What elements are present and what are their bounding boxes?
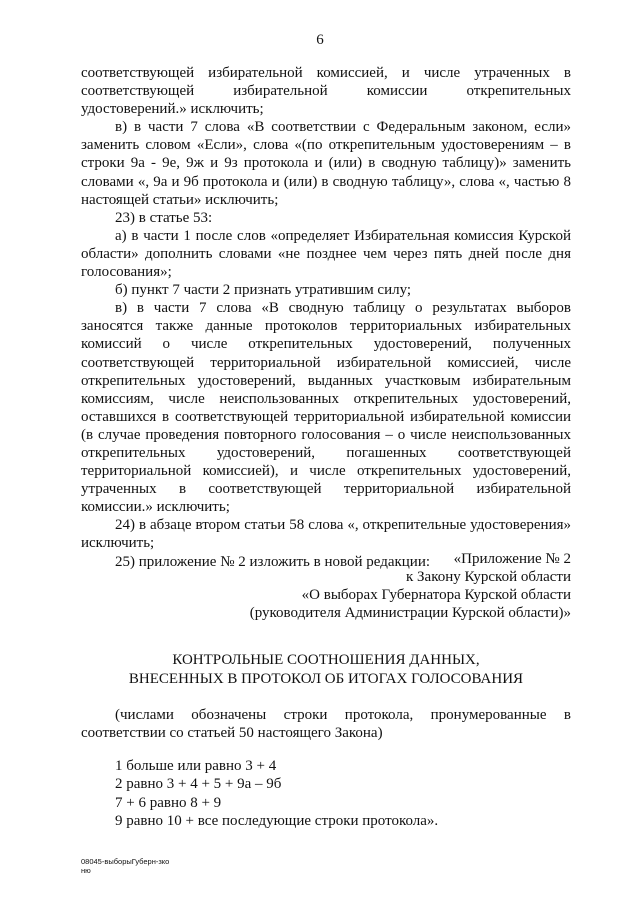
body-text xyxy=(81,64,571,571)
paragraph-item-v-part7: в) в части 7 слова «В соответствии с Федеральным законом, если» заменить словом «Если», слова «(по открепительным удостоверениям – в строки 9а - 9е, 9ж и 9з протокола и (или) в сводную таблицу)» заменить словами «, 9а и 9б протокола и (или) в сводную таблицу», слова «, частью 8 настоящей статьи» исключить; xyxy=(81,119,571,208)
section-heading xyxy=(81,651,571,688)
appendix-line: к Закону Курской области xyxy=(406,569,571,586)
appendix-line: «Приложение № 2 xyxy=(453,551,571,567)
paragraph-continuation: соответствующей избирательной комиссией, и числе утраченных в соответствующей избирательной комиссии открепительных удостоверений.» исключить; xyxy=(81,65,571,118)
formula-line: 9 равно 10 + все последующие строки протокола». xyxy=(115,812,439,829)
footer-line: ню xyxy=(81,866,91,875)
footer-line: 08045-выборыГуберн-зко xyxy=(81,857,170,866)
page-number: 6 xyxy=(316,32,324,48)
formula-line: 7 + 6 равно 8 + 9 xyxy=(115,794,222,811)
paragraph-item-a: а) в части 1 после слов «определяет Избирательная комиссия Курской области» дополнить словами «не позднее чем через пять дней после дня голосования»; xyxy=(81,227,571,281)
paragraph-item-v-summary-table: в) в части 7 слова «В сводную таблицу о результатах выборов заносятся также данные протоколов территориальных избирательных комиссий о числе открепительных удостоверений, полученных соответствующей территориальной избирательной комиссией, числе открепительных удостоверений, выданных участковым избирательным комиссиям, числе неиспользованных открепительных удостоверений, оставшихся в соответствующей территориальной избирательной комиссии (в случае проведения повторного голосования – о числе неиспользованных открепительных удостоверений, погашенных соответствующей территориальной комиссией), и числе открепительных удостоверений, утраченных в соответствующей территориальной избирательной комиссии.» исключить; xyxy=(81,300,571,516)
control-relations-list xyxy=(115,757,555,830)
paragraph-item-24: 24) в абзаце втором статьи 58 слова «, открепительные удостоверения» исключить; xyxy=(81,517,571,552)
note-text: (числами обозначены строки протокола, пронумерованные в соответствии со статьей 50 настоящего Закона) xyxy=(81,707,571,742)
heading-line: ВНЕСЕННЫХ В ПРОТОКОЛ ОБ ИТОГАХ ГОЛОСОВАНИЯ xyxy=(128,670,524,687)
appendix-line: «О выборах Губернатора Курской области xyxy=(301,587,571,604)
paragraph-item-b: б) пункт 7 части 2 признать утратившим силу; xyxy=(115,282,412,299)
explanatory-note xyxy=(81,706,571,742)
appendix-line: (руководителя Администрации Курской области)» xyxy=(249,605,571,622)
heading-line: КОНТРОЛЬНЫЕ СООТНОШЕНИЯ ДАННЫХ, xyxy=(172,652,480,668)
paragraph-item-25: 25) приложение № 2 изложить в новой редакции: xyxy=(115,553,431,570)
formula-line: 2 равно 3 + 4 + 5 + 9а – 9б xyxy=(115,776,282,793)
appendix-reference xyxy=(81,550,571,622)
formula-line: 1 больше или равно 3 + 4 xyxy=(115,758,277,774)
paragraph-item-23: 23) в статье 53: xyxy=(115,209,213,226)
document-footer xyxy=(81,857,169,875)
